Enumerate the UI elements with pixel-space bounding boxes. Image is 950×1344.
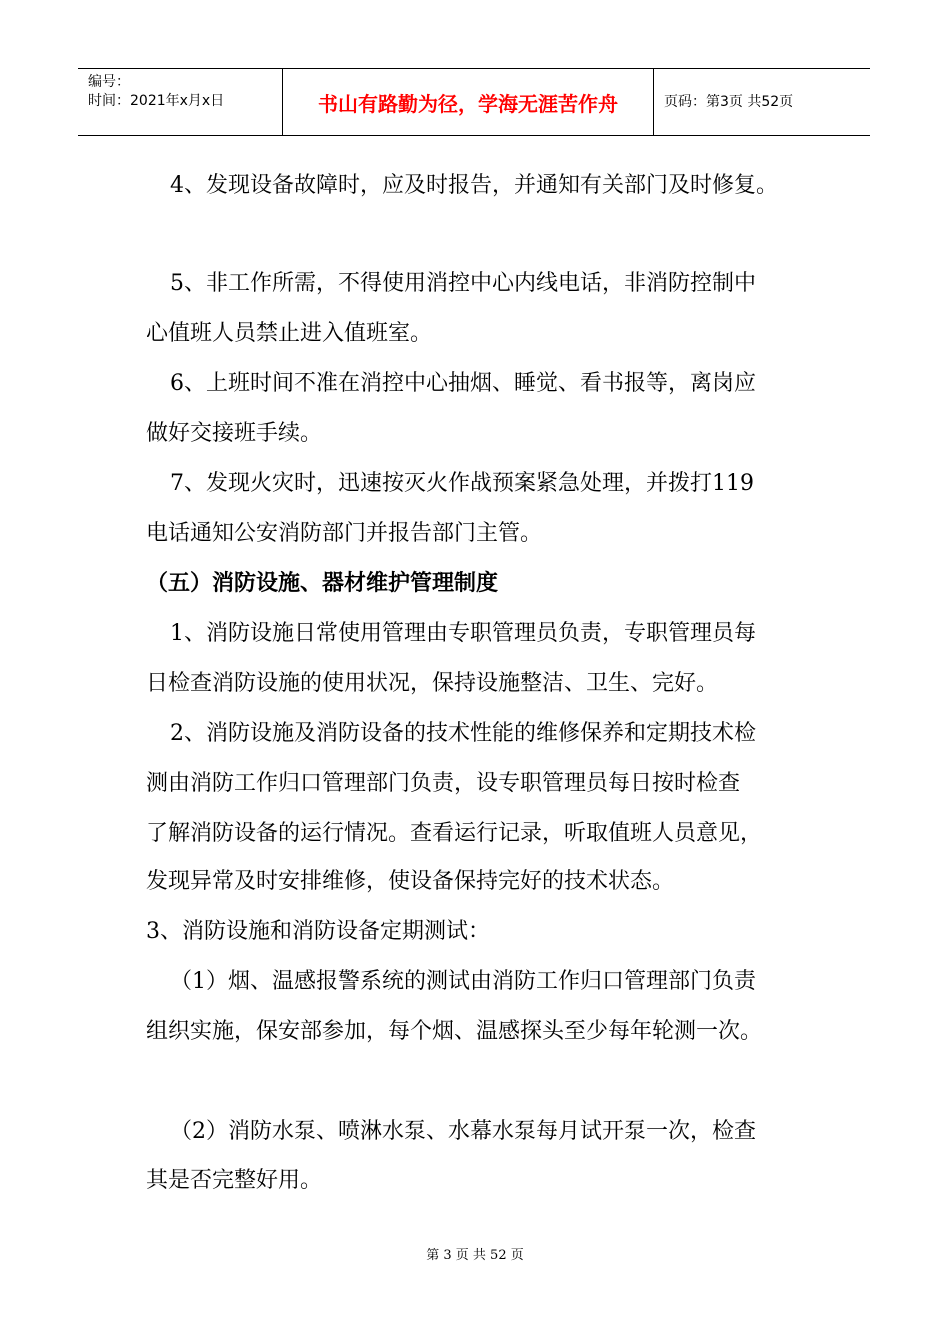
date-label: 时间：2021年x月x日 xyxy=(88,93,225,109)
header-motto-cell xyxy=(282,69,654,135)
serial-number-label: 编号： xyxy=(88,74,130,90)
page-footer: 第 3 页 共 52 页 xyxy=(426,1248,524,1263)
header-page-cell xyxy=(654,69,870,135)
header-page-info: 页码：第3页 共52页 xyxy=(664,94,794,110)
header-motto: 书山有路勤为径，学海无涯苦作舟 xyxy=(318,92,618,116)
document-header xyxy=(78,68,870,136)
header-left-cell xyxy=(78,69,282,135)
